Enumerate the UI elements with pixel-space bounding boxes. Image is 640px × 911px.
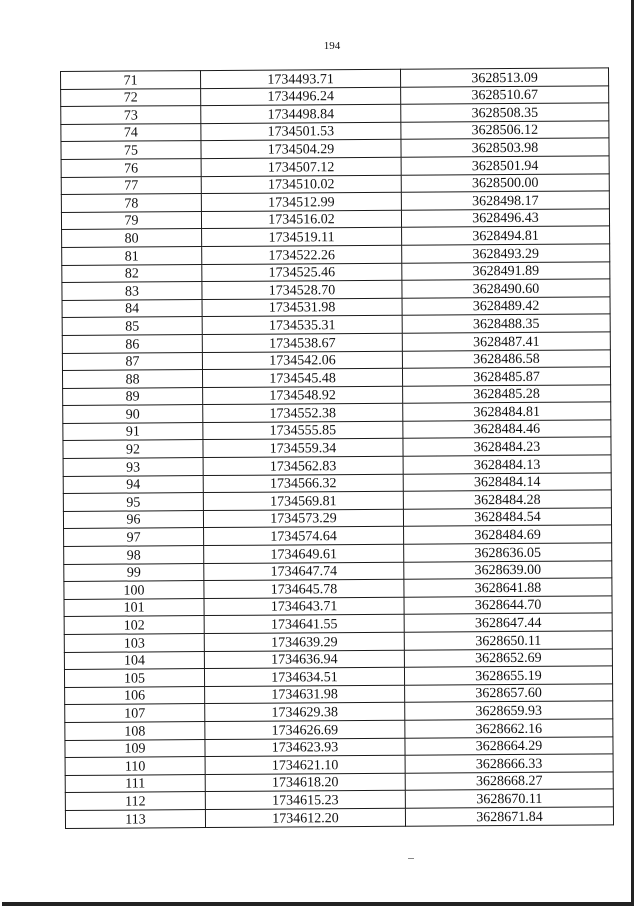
x-coordinate-cell: 1734612.20 <box>205 808 405 827</box>
page-number: 194 <box>323 40 341 52</box>
y-coordinate-cell: 3628485.28 <box>403 385 611 404</box>
y-coordinate-cell: 3628484.23 <box>403 437 611 456</box>
x-coordinate-cell: 1734542.06 <box>202 351 402 370</box>
y-coordinate-cell: 3628508.35 <box>401 103 609 122</box>
y-coordinate-cell: 3628488.35 <box>402 314 610 333</box>
point-number-cell: 77 <box>61 176 201 195</box>
y-coordinate-cell: 3628666.33 <box>405 754 613 773</box>
point-number-cell: 91 <box>63 422 203 441</box>
y-coordinate-cell: 3628484.69 <box>404 525 612 544</box>
y-coordinate-cell: 3628659.93 <box>405 701 613 720</box>
x-coordinate-cell: 1734631.98 <box>205 685 405 704</box>
y-coordinate-cell: 3628657.60 <box>405 684 613 703</box>
y-coordinate-cell: 3628662.16 <box>405 719 613 738</box>
x-coordinate-cell: 1734639.29 <box>204 632 404 651</box>
point-number-cell: 105 <box>64 669 204 688</box>
y-coordinate-cell: 3628487.41 <box>402 332 610 351</box>
y-coordinate-cell: 3628644.70 <box>404 596 612 615</box>
y-coordinate-cell: 3628493.29 <box>402 244 610 263</box>
x-coordinate-cell: 1734573.29 <box>203 509 403 528</box>
y-coordinate-cell: 3628647.44 <box>404 613 612 632</box>
x-coordinate-cell: 1734498.84 <box>201 104 401 123</box>
x-coordinate-cell: 1734647.74 <box>204 562 404 581</box>
point-number-cell: 88 <box>62 370 202 389</box>
point-number-cell: 74 <box>61 123 201 142</box>
scan-speck <box>408 858 414 859</box>
x-coordinate-cell: 1734566.32 <box>203 474 403 493</box>
x-coordinate-cell: 1734645.78 <box>204 579 404 598</box>
point-number-cell: 103 <box>64 634 204 653</box>
x-coordinate-cell: 1734496.24 <box>201 87 401 106</box>
x-coordinate-cell: 1734569.81 <box>203 491 403 510</box>
y-coordinate-cell: 3628668.27 <box>405 772 613 791</box>
x-coordinate-cell: 1734555.85 <box>203 421 403 440</box>
y-coordinate-cell: 3628489.42 <box>402 297 610 316</box>
x-coordinate-cell: 1734559.34 <box>203 439 403 458</box>
y-coordinate-cell: 3628484.46 <box>403 420 611 439</box>
y-coordinate-cell: 3628486.58 <box>402 349 610 368</box>
point-number-cell: 109 <box>65 739 205 758</box>
x-coordinate-cell: 1734623.93 <box>205 738 405 757</box>
x-coordinate-cell: 1734501.53 <box>201 122 401 141</box>
point-number-cell: 92 <box>63 440 203 459</box>
y-coordinate-cell: 3628496.43 <box>401 209 609 228</box>
y-coordinate-cell: 3628500.00 <box>401 173 609 192</box>
x-coordinate-cell: 1734641.55 <box>204 615 404 634</box>
x-coordinate-cell: 1734507.12 <box>201 157 401 176</box>
x-coordinate-cell: 1734626.69 <box>205 720 405 739</box>
x-coordinate-cell: 1734629.38 <box>205 703 405 722</box>
x-coordinate-cell: 1734535.31 <box>202 316 402 335</box>
y-coordinate-cell: 3628650.11 <box>404 631 612 650</box>
point-number-cell: 87 <box>62 352 202 371</box>
x-coordinate-cell: 1734493.71 <box>201 69 401 88</box>
y-coordinate-cell: 3628484.28 <box>403 490 611 509</box>
point-number-cell: 96 <box>63 510 203 529</box>
x-coordinate-cell: 1734615.23 <box>205 791 405 810</box>
y-coordinate-cell: 3628484.14 <box>403 473 611 492</box>
y-coordinate-cell: 3628510.67 <box>401 85 609 104</box>
y-coordinate-cell: 3628513.09 <box>400 68 608 87</box>
point-number-cell: 110 <box>65 757 205 776</box>
point-number-cell: 82 <box>62 264 202 283</box>
point-number-cell: 76 <box>61 159 201 178</box>
x-coordinate-cell: 1734538.67 <box>202 333 402 352</box>
y-coordinate-cell: 3628484.54 <box>403 508 611 527</box>
coordinate-table <box>60 67 614 828</box>
x-coordinate-cell: 1734525.46 <box>202 263 402 282</box>
x-coordinate-cell: 1734618.20 <box>205 773 405 792</box>
point-number-cell: 95 <box>63 493 203 512</box>
y-coordinate-cell: 3628664.29 <box>405 736 613 755</box>
x-coordinate-cell: 1734545.48 <box>202 368 402 387</box>
x-coordinate-cell: 1734519.11 <box>202 228 402 247</box>
y-coordinate-cell: 3628506.12 <box>401 121 609 140</box>
x-coordinate-cell: 1734516.02 <box>201 210 401 229</box>
x-coordinate-cell: 1734531.98 <box>202 298 402 317</box>
point-number-cell: 98 <box>64 546 204 565</box>
y-coordinate-cell: 3628485.87 <box>402 367 610 386</box>
point-number-cell: 99 <box>64 563 204 582</box>
x-coordinate-cell: 1734649.61 <box>204 544 404 563</box>
point-number-cell: 73 <box>61 106 201 125</box>
y-coordinate-cell: 3628655.19 <box>404 666 612 685</box>
y-coordinate-cell: 3628639.00 <box>404 560 612 579</box>
y-coordinate-cell: 3628670.11 <box>405 789 613 808</box>
x-coordinate-cell: 1734574.64 <box>204 527 404 546</box>
point-number-cell: 83 <box>62 282 202 301</box>
x-coordinate-cell: 1734634.51 <box>204 667 404 686</box>
point-number-cell: 84 <box>62 299 202 318</box>
point-number-cell: 71 <box>61 71 201 90</box>
point-number-cell: 72 <box>61 88 201 107</box>
y-coordinate-cell: 3628494.81 <box>402 226 610 245</box>
y-coordinate-cell: 3628484.13 <box>403 455 611 474</box>
x-coordinate-cell: 1734643.71 <box>204 597 404 616</box>
x-coordinate-cell: 1734562.83 <box>203 456 403 475</box>
y-coordinate-cell: 3628491.89 <box>402 261 610 280</box>
point-number-cell: 111 <box>65 774 205 793</box>
y-coordinate-cell: 3628636.05 <box>404 543 612 562</box>
point-number-cell: 104 <box>64 651 204 670</box>
y-coordinate-cell: 3628641.88 <box>404 578 612 597</box>
point-number-cell: 78 <box>61 194 201 213</box>
point-number-cell: 100 <box>64 581 204 600</box>
y-coordinate-cell: 3628503.98 <box>401 138 609 157</box>
x-coordinate-cell: 1734548.92 <box>203 386 403 405</box>
point-number-cell: 102 <box>64 616 204 635</box>
y-coordinate-cell: 3628652.69 <box>404 648 612 667</box>
point-number-cell: 90 <box>63 405 203 424</box>
point-number-cell: 113 <box>65 809 205 828</box>
point-number-cell: 94 <box>63 475 203 494</box>
x-coordinate-cell: 1734510.02 <box>201 175 401 194</box>
point-number-cell: 79 <box>61 211 201 230</box>
coordinate-table-container <box>60 67 613 828</box>
point-number-cell: 106 <box>65 686 205 705</box>
x-coordinate-cell: 1734528.70 <box>202 280 402 299</box>
point-number-cell: 97 <box>64 528 204 547</box>
point-number-cell: 89 <box>63 387 203 406</box>
table-row <box>65 807 613 828</box>
y-coordinate-cell: 3628498.17 <box>401 191 609 210</box>
y-coordinate-cell: 3628484.81 <box>403 402 611 421</box>
x-coordinate-cell: 1734552.38 <box>203 404 403 423</box>
point-number-cell: 101 <box>64 598 204 617</box>
x-coordinate-cell: 1734504.29 <box>201 140 401 159</box>
y-coordinate-cell: 3628671.84 <box>405 807 613 826</box>
point-number-cell: 81 <box>62 247 202 266</box>
x-coordinate-cell: 1734636.94 <box>204 650 404 669</box>
point-number-cell: 80 <box>62 229 202 248</box>
x-coordinate-cell: 1734522.26 <box>202 245 402 264</box>
point-number-cell: 86 <box>62 334 202 353</box>
y-coordinate-cell: 3628490.60 <box>402 279 610 298</box>
point-number-cell: 107 <box>65 704 205 723</box>
point-number-cell: 108 <box>65 722 205 741</box>
y-coordinate-cell: 3628501.94 <box>401 156 609 175</box>
point-number-cell: 85 <box>62 317 202 336</box>
x-coordinate-cell: 1734512.99 <box>201 192 401 211</box>
x-coordinate-cell: 1734621.10 <box>205 755 405 774</box>
point-number-cell: 93 <box>63 458 203 477</box>
point-number-cell: 112 <box>65 792 205 811</box>
point-number-cell: 75 <box>61 141 201 160</box>
coordinate-table-body <box>61 68 614 828</box>
